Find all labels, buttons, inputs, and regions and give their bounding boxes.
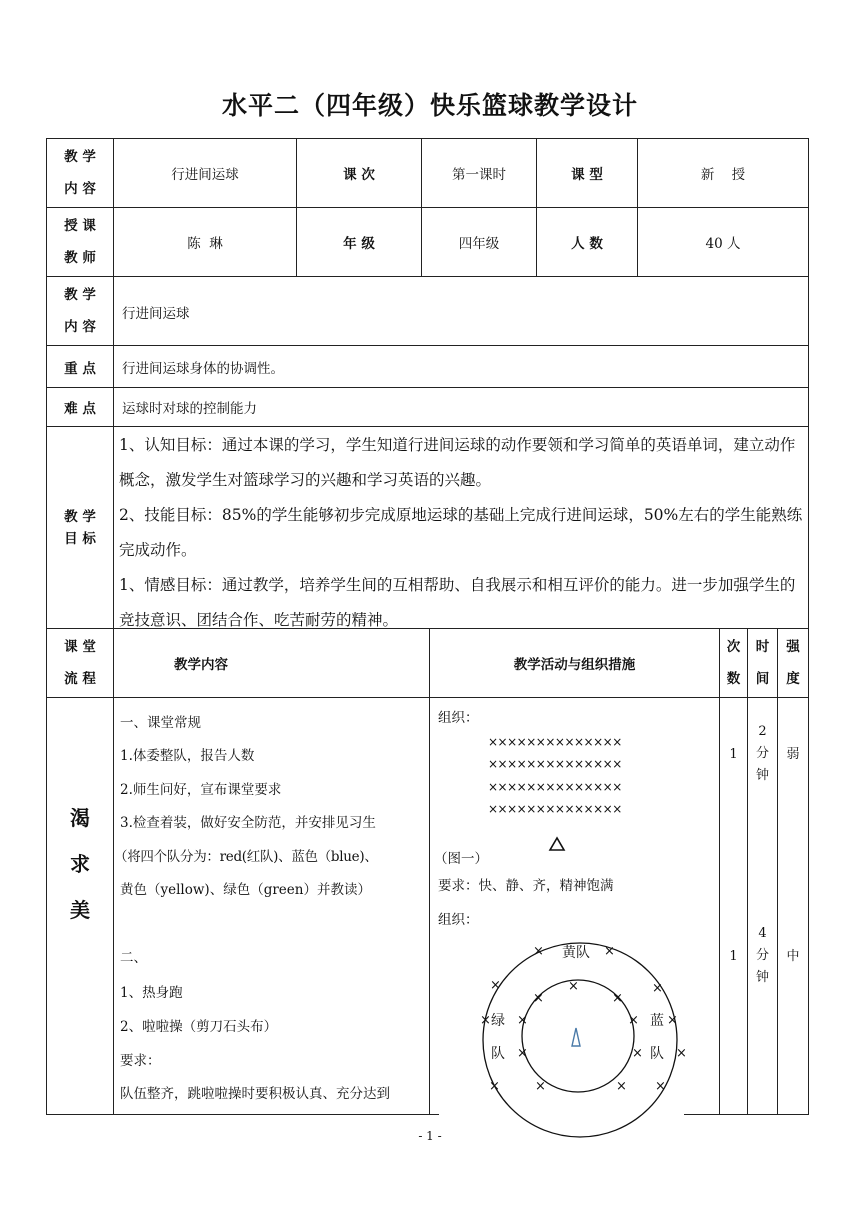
org-label-1: 组织： — [438, 710, 479, 726]
svg-text:×: × — [604, 944, 615, 959]
intensity-header: 强 度 — [786, 639, 800, 687]
key-point-label: 重 点 — [64, 360, 96, 377]
content-line: 二、 — [120, 950, 147, 966]
team-blue-label-1: 蓝 — [650, 1013, 664, 1029]
svg-text:×: × — [676, 1046, 687, 1061]
teacher-triangle-icon — [550, 838, 564, 850]
teacher-label: 授 课 教 师 — [64, 218, 96, 266]
formation-row: ×××××××××××××× — [488, 780, 622, 794]
phase-char-1: 渴 — [70, 806, 90, 830]
duration-1-unit-a: 分 — [755, 746, 769, 761]
content-value: 行进间运球 — [171, 167, 239, 183]
svg-text:×: × — [616, 1079, 627, 1094]
content-header: 教学内容 — [174, 657, 228, 673]
content-line: （将四个队分为：red(红队)、蓝色（blue)、 — [114, 849, 378, 865]
svg-text:×: × — [535, 1079, 546, 1094]
intensity-value-1: 弱 — [786, 747, 800, 762]
goal-affective: 1、情感目标：通过教学，培养学生间的互相帮助、自我展示和相互评价的能力。进一步加强学生的竞技意识、团结合作、吃苦耐劳的精神。 — [119, 576, 796, 629]
team-yellow-label: 黄队 — [562, 945, 590, 961]
intensity-value-2: 中 — [786, 949, 800, 964]
requirement-text: 要求：快、静、齐，精神饱满 — [438, 878, 614, 894]
team-green-label-1: 绿 — [491, 1013, 505, 1029]
duration-1-num: 2 — [758, 724, 767, 739]
team-blue-label-2: 队 — [650, 1046, 664, 1062]
goal-skill: 2、技能目标：85%的学生能够初步完成原地运球的基础上完成行进间运球，50%左右的学生能熟练完成动作。 — [119, 506, 803, 559]
duration-header: 时 间 — [755, 639, 770, 687]
svg-text:×: × — [655, 1079, 666, 1094]
teaching-content-text: 行进间运球 — [122, 306, 190, 322]
page-number: - 1 - — [418, 1129, 442, 1143]
key-point-text: 行进间运球身体的协调性。 — [122, 360, 284, 377]
content-line: 黄色（yellow)、绿色（green）并教读） — [120, 882, 371, 898]
grade-value: 四年级 — [458, 236, 500, 252]
duration-2-unit-a: 分 — [755, 948, 769, 963]
page-title: 水平二（四年级）快乐篮球教学设计 — [221, 91, 638, 120]
outer-circle — [483, 943, 677, 1137]
svg-text:×: × — [480, 1013, 491, 1028]
duration-1-unit-b: 钟 — [755, 768, 769, 783]
duration-value-2 — [747, 923, 778, 989]
content-line: 3.检查着装，做好安全防范，并安排见习生 — [120, 815, 376, 831]
content-line: 一、课堂常规 — [120, 715, 201, 731]
content-line: 要求： — [120, 1053, 161, 1069]
grade-label: 年 级 — [343, 236, 375, 252]
figure-caption: （图一） — [434, 851, 488, 867]
content-line: 1、热身跑 — [120, 985, 183, 1001]
goal-cognitive: 1、认知目标：通过本课的学习，学生知道行进间运球的动作要领和学习简单的英语单词，建立动作概念，激发学生对篮球学习的兴趣和学习英语的兴趣。 — [119, 436, 796, 489]
teacher-value: 陈 琳 — [187, 236, 223, 252]
team-green-label-2: 队 — [491, 1046, 505, 1062]
type-label: 课 型 — [571, 167, 603, 183]
content-label: 教 学 内 容 — [64, 149, 96, 197]
flow-header: 课 堂 流 程 — [64, 639, 96, 687]
phase-char-3: 美 — [70, 898, 90, 922]
svg-text:×: × — [533, 944, 544, 959]
svg-text:×: × — [489, 1079, 500, 1094]
formation-row: ×××××××××××××× — [488, 802, 622, 816]
goals-label: 教 学 目 标 — [64, 508, 96, 547]
duration-value-1 — [747, 721, 778, 787]
duration-2-num: 4 — [758, 926, 767, 941]
svg-text:×: × — [628, 1013, 639, 1028]
difficulty-label: 难 点 — [64, 401, 96, 417]
phase-char-2: 求 — [70, 852, 90, 876]
svg-text:×: × — [568, 979, 579, 994]
teaching-content-label: 教 学 内 容 — [64, 287, 96, 335]
svg-text:×: × — [632, 1046, 643, 1061]
count-label: 人 数 — [571, 236, 603, 252]
svg-text:×: × — [667, 1013, 678, 1028]
content-line: 1.体委整队，报告人数 — [120, 748, 255, 764]
content-line: 2、啦啦操（剪刀石头布） — [120, 1019, 278, 1035]
count-value: 40 人 — [705, 236, 741, 252]
formation-row: ×××××××××××××× — [488, 757, 622, 771]
times-value-1: 1 — [729, 747, 738, 762]
svg-text:×: × — [490, 978, 501, 993]
lesson-value: 第一课时 — [452, 167, 506, 183]
type-value: 新 授 — [700, 167, 746, 183]
svg-text:×: × — [533, 991, 544, 1006]
svg-text:×: × — [517, 1046, 528, 1061]
content-line: 队伍整齐，跳啦啦操时要积极认真、充分达到 — [120, 1086, 390, 1102]
times-header: 次 数 — [726, 639, 741, 687]
activity-header: 教学活动与组织措施 — [513, 657, 636, 673]
svg-text:×: × — [612, 991, 623, 1006]
duration-2-unit-b: 钟 — [755, 970, 769, 985]
teacher-center-icon — [572, 1028, 580, 1046]
lesson-label: 课 次 — [343, 167, 375, 183]
svg-text:×: × — [652, 981, 663, 996]
formation-row: ×××××××××××××× — [488, 735, 622, 749]
svg-text:×: × — [517, 1013, 528, 1028]
content-line: 2.师生问好，宣布课堂要求 — [120, 782, 282, 798]
org-label-2: 组织： — [438, 912, 479, 928]
times-value-2: 1 — [729, 949, 738, 964]
difficulty-text: 运球时对球的控制能力 — [122, 401, 257, 417]
